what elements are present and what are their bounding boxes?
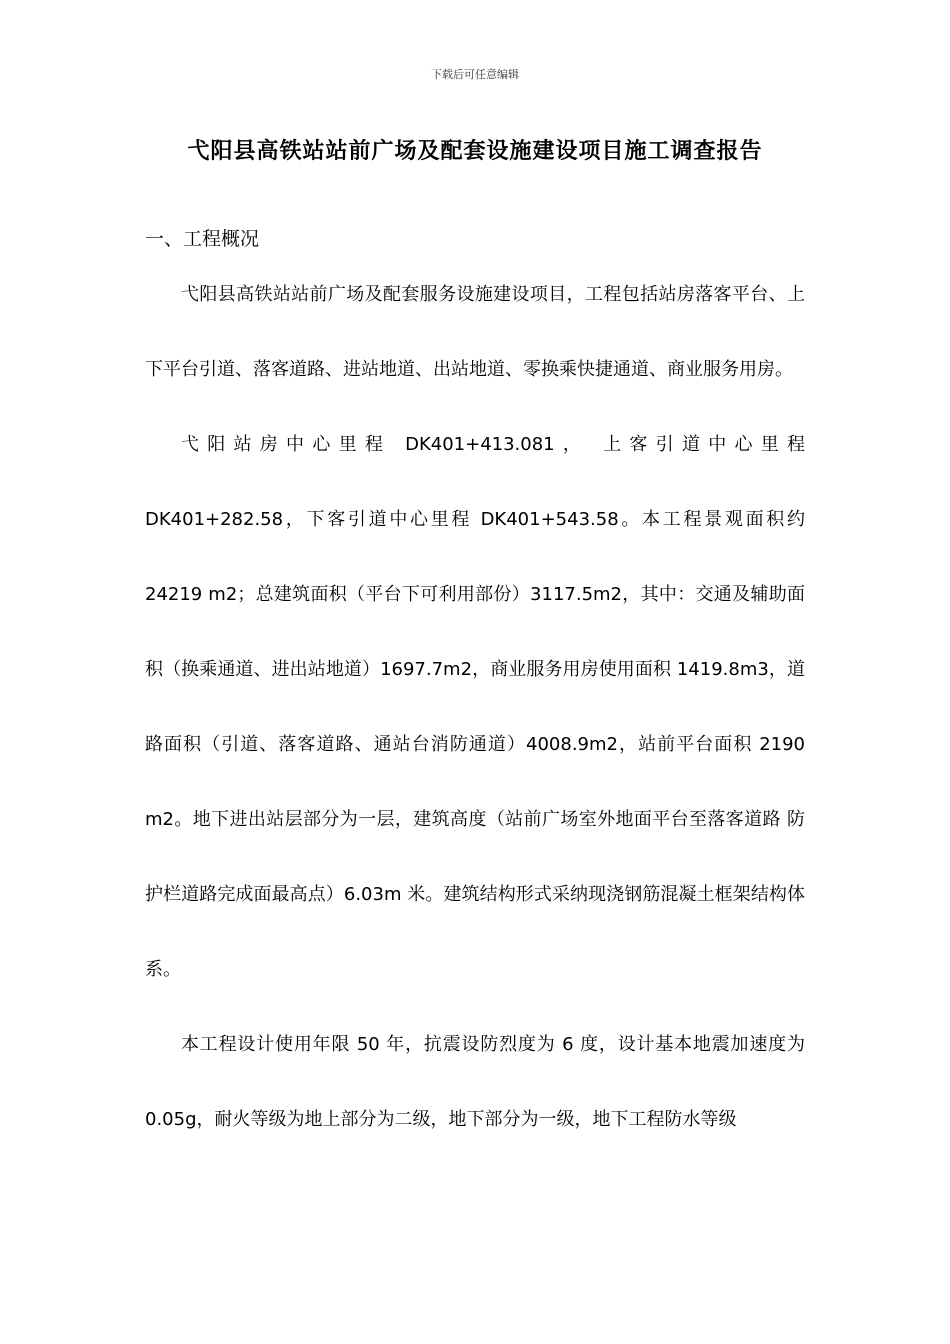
paragraph-mileage-and-areas: 弋阳站房中心里程 DK401+413.081， 上客引道中心里程 DK401+282.58，下客引道中心里程 DK401+543.58。本工程景观面积约 24219 m2；总建筑面积（平台下可利用部份）3117.5m2，其中：交通及辅助面积（换乘通道、进出站地道）1697.7m2，商业服务用房使用面积 1419.8m3，道路面积（引道、落客道路、通站台消防通道）4008.9m2，站前平台面积 2190 m2。地下进出站层部分为一层，建筑高度（站前广场室外地面平台至落客道路 防护栏道路完成面最高点）6.03m 米。建筑结构形式采纳现浇钢筋混凝土框架结构体系。	[145, 434, 805, 980]
section-heading: 一、工程概况	[145, 228, 260, 250]
paragraph-project-scope: 弋阳县高铁站站前广场及配套服务设施建设项目，工程包括站房落客平台、上下平台引道、落客道路、进站地道、出站地道、零换乘快捷通道、商业服务用房。	[145, 284, 805, 380]
document-title: 弋阳县高铁站站前广场及配套设施建设项目施工调查报告	[187, 138, 763, 164]
page-header-note: 下载后可任意编辑	[431, 68, 519, 81]
paragraph-design-standards: 本工程设计使用年限 50 年，抗震设防烈度为 6 度，设计基本地震加速度为 0.05g，耐火等级为地上部分为二级，地下部分为一级，地下工程防水等级	[145, 1034, 805, 1130]
document-body	[145, 257, 805, 1157]
